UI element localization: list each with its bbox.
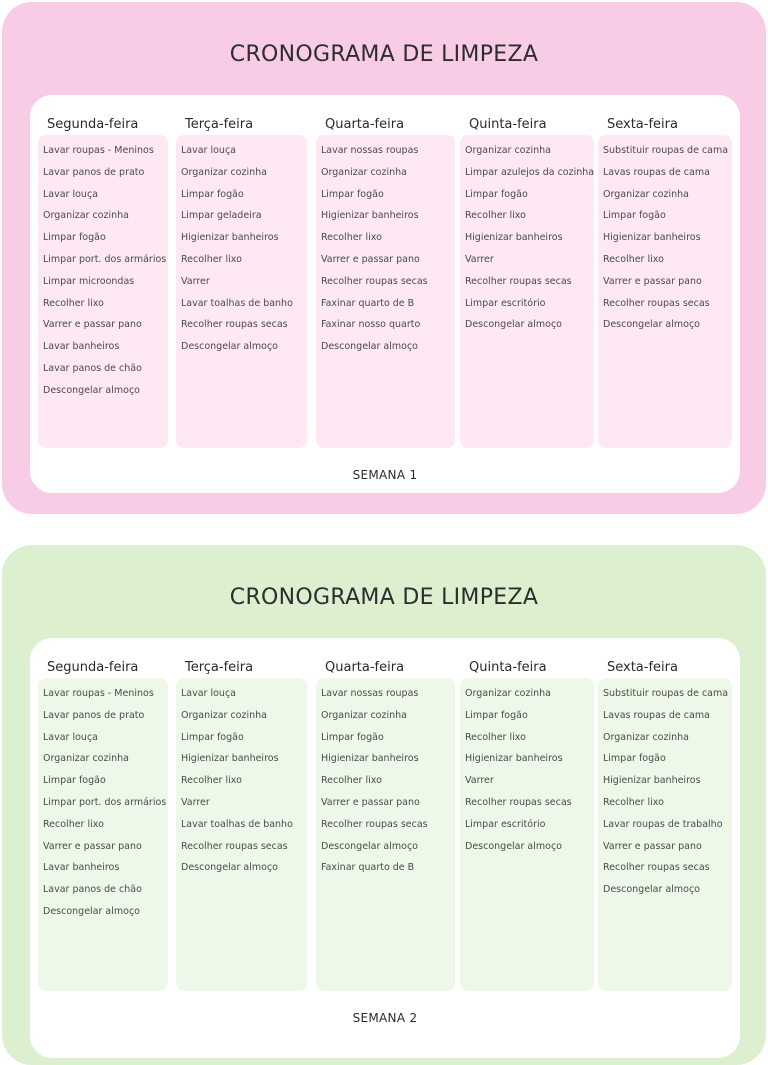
task-item: Lavas roupas de cama [603, 709, 710, 721]
task-item: Limpar port. dos armários [43, 797, 167, 808]
task-item: Limpar microondas [43, 275, 135, 287]
task-item: Recolher roupas secas [603, 297, 710, 309]
task-item: Faxinar nosso quarto [321, 319, 421, 331]
task-item: Lavas roupas de cama [603, 166, 710, 178]
task-item: Varrer e passar pano [603, 275, 702, 287]
task-item: Limpar fogão [43, 232, 106, 244]
task-item: Limpar escritório [465, 297, 546, 309]
task-item: Higienizar banheiros [465, 232, 563, 244]
task-item: Varrer e passar pano [43, 840, 142, 852]
task-item: Recolher roupas secas [321, 275, 428, 287]
task-item: Limpar fogão [603, 753, 666, 765]
day-header: Quinta-feira [469, 660, 547, 675]
task-item: Higienizar banheiros [181, 753, 279, 765]
task-item: Higienizar banheiros [465, 753, 563, 765]
day-column-terca-feira [176, 660, 307, 991]
day-column-quarta-feira [316, 117, 455, 448]
task-item: Descongelar almoço [465, 319, 562, 331]
task-item: Recolher roupas secas [465, 797, 572, 808]
task-item: Lavar nossas roupas [321, 145, 419, 156]
task-item: Limpar fogão [603, 210, 666, 222]
day-header: Segunda-feira [47, 117, 139, 132]
day-column-sexta-feira [598, 117, 732, 448]
task-item: Limpar fogão [181, 188, 244, 200]
task-item: Organizar cozinha [465, 688, 551, 699]
task-item: Varrer [465, 775, 494, 787]
day-header: Sexta-feira [607, 117, 678, 132]
task-item: Higienizar banheiros [603, 775, 701, 787]
task-item: Lavar louça [181, 688, 237, 699]
task-item: Recolher roupas secas [181, 840, 288, 852]
task-item: Lavar louça [43, 188, 99, 200]
task-item: Descongelar almoço [603, 319, 700, 331]
task-item: Recolher roupas secas [603, 862, 710, 874]
task-item: Organizar cozinha [321, 166, 407, 178]
task-item: Higienizar banheiros [181, 232, 279, 244]
week-2-schedule [30, 638, 740, 1058]
day-header: Segunda-feira [47, 660, 139, 675]
task-item: Organizar cozinha [603, 188, 689, 200]
task-item: Descongelar almoço [181, 862, 278, 874]
task-item: Lavar nossas roupas [321, 688, 419, 699]
task-item: Lavar roupas - Meninos [43, 688, 154, 699]
task-item: Recolher lixo [603, 254, 664, 265]
task-item: Descongelar almoço [43, 384, 140, 396]
week-1-card [2, 2, 766, 514]
task-item: Lavar roupas de trabalho [603, 818, 723, 830]
task-item: Organizar cozinha [603, 731, 689, 743]
task-item: Recolher lixo [321, 232, 382, 244]
task-item: Limpar fogão [43, 775, 106, 787]
task-item: Lavar banheiros [43, 862, 120, 874]
task-item: Limpar port. dos armários [43, 254, 167, 265]
week-1-title: CRONOGRAMA DE LIMPEZA [229, 42, 539, 67]
task-item: Varrer e passar pano [43, 319, 142, 331]
task-item: Varrer [465, 254, 494, 265]
day-header: Terça-feira [185, 660, 254, 675]
task-item: Recolher roupas secas [321, 818, 428, 830]
day-column-terca-feira [176, 117, 307, 448]
day-header: Quarta-feira [325, 660, 405, 675]
day-column-segunda-feira [38, 117, 168, 448]
day-column-sexta-feira [598, 660, 732, 991]
task-item: Organizar cozinha [321, 709, 407, 721]
task-item: Lavar louça [43, 731, 99, 743]
task-item: Limpar fogão [181, 731, 244, 743]
day-column-segunda-feira [38, 660, 168, 991]
day-column-quarta-feira [316, 660, 455, 991]
task-item: Lavar panos de chão [43, 884, 142, 896]
task-item: Limpar fogão [465, 709, 528, 721]
day-header: Sexta-feira [607, 660, 678, 675]
task-item: Organizar cozinha [181, 709, 267, 721]
task-item: Recolher lixo [321, 775, 382, 787]
task-item: Recolher lixo [43, 297, 104, 309]
day-column-quinta-feira [460, 117, 595, 448]
task-item: Recolher lixo [465, 731, 526, 743]
task-item: Faxinar quarto de B [321, 862, 415, 874]
task-item: Recolher roupas secas [181, 319, 288, 331]
task-item: Lavar toalhas de banho [181, 818, 293, 830]
day-header: Quarta-feira [325, 117, 405, 132]
task-item: Limpar fogão [321, 731, 384, 743]
week-2-title: CRONOGRAMA DE LIMPEZA [229, 585, 539, 610]
week-2-label: SEMANA 2 [352, 1011, 418, 1025]
task-item: Lavar panos de prato [43, 166, 145, 178]
task-item: Recolher lixo [465, 210, 526, 222]
task-item: Recolher roupas secas [465, 275, 572, 287]
task-item: Descongelar almoço [603, 884, 700, 896]
week-2-card [2, 545, 766, 1065]
task-item: Recolher lixo [43, 818, 104, 830]
task-item: Higienizar banheiros [321, 210, 419, 222]
task-item: Varrer e passar pano [321, 797, 420, 808]
task-item: Recolher lixo [181, 775, 242, 787]
task-item: Organizar cozinha [181, 166, 267, 178]
task-item: Organizar cozinha [43, 210, 129, 222]
task-item: Limpar fogão [465, 188, 528, 200]
day-header: Quinta-feira [469, 117, 547, 132]
task-item: Recolher lixo [181, 254, 242, 265]
task-item: Organizar cozinha [465, 145, 551, 156]
task-item: Faxinar quarto de B [321, 297, 415, 309]
task-item: Varrer [181, 797, 210, 808]
task-item: Descongelar almoço [465, 840, 562, 852]
task-item: Descongelar almoço [181, 341, 278, 353]
task-item: Lavar toalhas de banho [181, 297, 293, 309]
task-item: Substituir roupas de cama [603, 688, 729, 699]
task-item: Descongelar almoço [321, 840, 418, 852]
task-item: Higienizar banheiros [321, 753, 419, 765]
task-item: Higienizar banheiros [603, 232, 701, 244]
task-item: Limpar fogão [321, 188, 384, 200]
task-item: Recolher lixo [603, 797, 664, 808]
task-item: Organizar cozinha [43, 753, 129, 765]
task-item: Lavar banheiros [43, 341, 120, 353]
task-item: Limpar geladeira [181, 210, 262, 222]
week-1-schedule [30, 95, 740, 493]
week-1-label: SEMANA 1 [352, 468, 418, 482]
task-item: Descongelar almoço [321, 341, 418, 353]
task-item: Lavar panos de prato [43, 709, 145, 721]
day-column-quinta-feira [460, 660, 594, 991]
task-item: Lavar panos de chão [43, 363, 142, 374]
task-item: Varrer e passar pano [603, 840, 702, 852]
task-item: Descongelar almoço [43, 906, 140, 917]
task-item: Lavar roupas - Meninos [43, 145, 154, 156]
task-item: Lavar louça [181, 145, 237, 156]
task-item: Substituir roupas de cama [603, 145, 729, 156]
day-header: Terça-feira [185, 117, 254, 132]
task-item: Limpar azulejos da cozinha [465, 166, 595, 178]
task-item: Limpar escritório [465, 818, 546, 830]
task-item: Varrer [181, 275, 210, 287]
task-item: Varrer e passar pano [321, 254, 420, 265]
